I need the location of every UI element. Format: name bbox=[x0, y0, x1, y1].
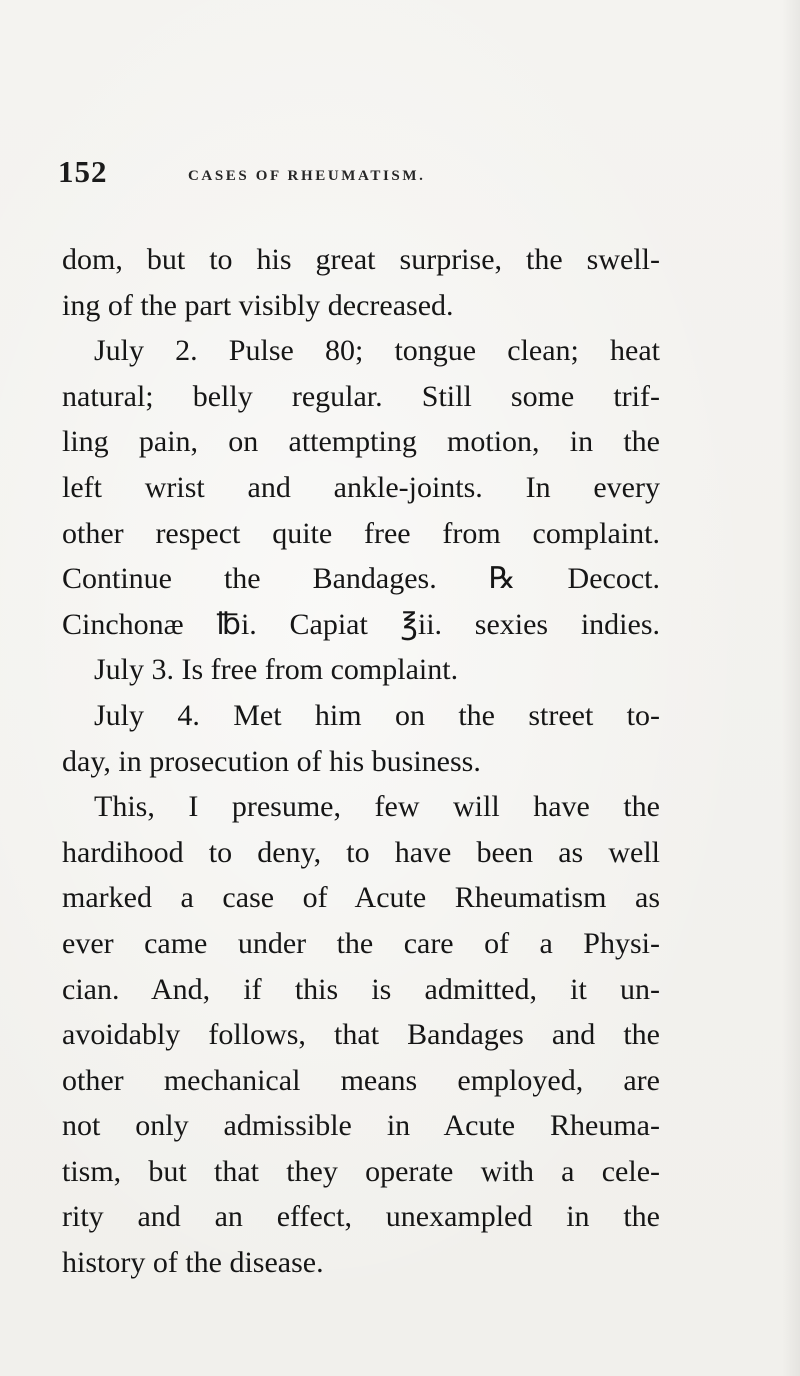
running-head bbox=[58, 154, 658, 194]
page-edge-shadow bbox=[782, 0, 800, 1376]
text-line: ing of the part visibly decreased. bbox=[62, 288, 454, 322]
text-line: other respect quite free from complaint. bbox=[62, 516, 660, 550]
text-line: ever came under the care of a Physi- bbox=[62, 926, 660, 960]
text-line: left wrist and ankle-joints. In every bbox=[62, 470, 660, 504]
text-line: hardihood to deny, to have been as well bbox=[62, 835, 660, 869]
text-line: rity and an effect, unexampled in the bbox=[62, 1200, 660, 1234]
text-line: This, I presume, few will have the bbox=[94, 790, 660, 824]
text-line: natural; belly regular. Still some trif- bbox=[62, 379, 660, 413]
text-line: day, in prosecution of his business. bbox=[62, 744, 481, 778]
body-text bbox=[62, 237, 660, 1286]
text-line: dom, but to his great surprise, the swell- bbox=[62, 243, 660, 276]
text-line: Cinchonæ ℔i. Capiat ℥ii. sexies indies. bbox=[62, 607, 660, 641]
text-line: cian. And, if this is admitted, it un- bbox=[62, 972, 660, 1006]
text-line: July 4. Met him on the street to- bbox=[94, 698, 660, 732]
text-line: other mechanical means employed, are bbox=[62, 1063, 660, 1097]
page-number: 152 bbox=[58, 154, 108, 189]
text-line: ling pain, on attempting motion, in the bbox=[62, 425, 660, 459]
text-line: marked a case of Acute Rheumatism as bbox=[62, 881, 660, 915]
text-line: tism, but that they operate with a cele- bbox=[62, 1154, 660, 1188]
text-line: avoidably follows, that Bandages and the bbox=[62, 1018, 660, 1052]
text-line: not only admissible in Acute Rheuma- bbox=[62, 1109, 660, 1143]
text-line: history of the disease. bbox=[62, 1246, 324, 1280]
text-line: July 2. Pulse 80; tongue clean; heat bbox=[94, 334, 660, 368]
text-line: July 3. Is free from complaint. bbox=[94, 653, 459, 687]
text-line: Continue the Bandages. ℞ Decoct. bbox=[62, 562, 660, 596]
running-title: CASES OF RHEUMATISM. bbox=[188, 168, 426, 184]
